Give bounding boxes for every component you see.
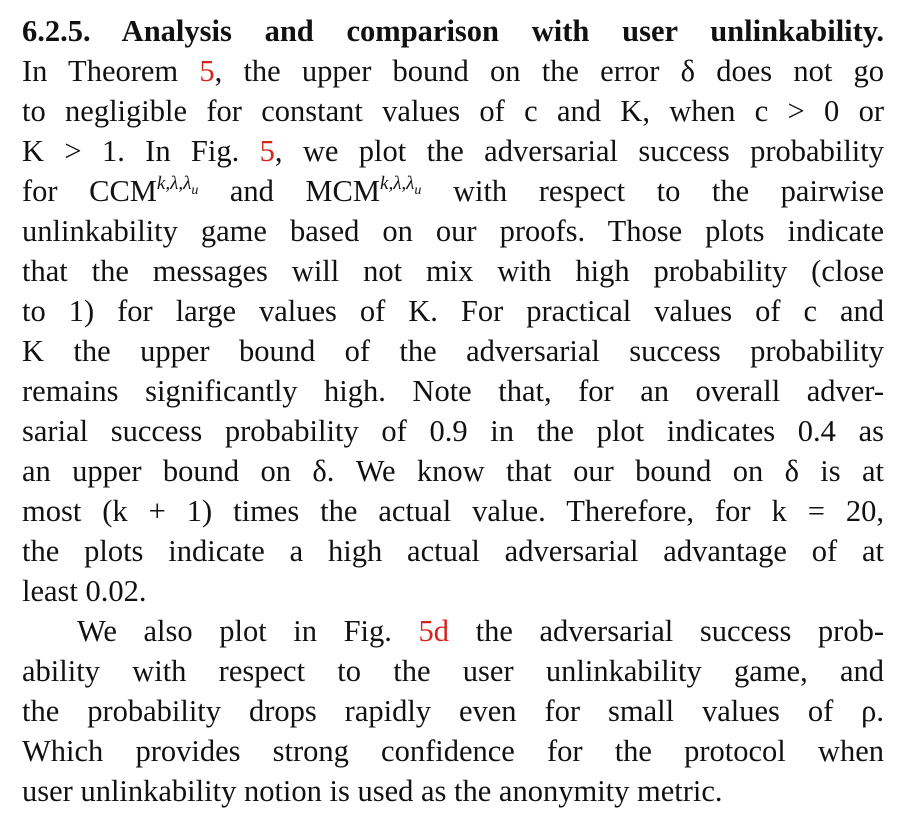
paragraph-1-line-13: the plots indicate a high actual adversarial advantage of at <box>22 534 884 568</box>
paragraph-1-line-5: unlinkability game based on our proofs. Those plots indicate <box>22 214 884 248</box>
ccm-superscript: k,λ,λu <box>156 173 199 198</box>
paragraph-1-line-2: to negligible for constant values of c and K, when c > 0 or <box>22 94 884 128</box>
paragraph-2-line-2: ability with respect to the user unlinkability game, and <box>22 654 884 688</box>
paragraph-1-line-10: sarial success probability of 0.9 in the plot indicates 0.4 as <box>22 414 884 448</box>
figure-5d-reference-link[interactable]: 5d <box>418 614 450 648</box>
paragraph-2-line-4: Which provides strong confidence for the protocol when <box>22 734 884 768</box>
paragraph-1-line-3: K > 1. In Fig. 5, we plot the adversarial success probability <box>22 134 884 168</box>
section-heading: 6.2.5. Analysis and comparison with user unlinkability. <box>22 14 884 48</box>
paragraph-1-line-6: that the messages will not mix with high probability (close <box>22 254 884 288</box>
paragraph-2-line-5: user unlinkability notion is used as the anonymity metric. <box>22 774 723 808</box>
paragraph-1-line-14: least 0.02. <box>22 574 147 608</box>
paragraph-1-line-1: In Theorem 5, the upper bound on the error δ does not go <box>22 54 884 88</box>
paragraph-2-line-3: the probability drops rapidly even for small values of ρ. <box>22 694 884 728</box>
paragraph-1-line-7: to 1) for large values of K. For practical values of c and <box>22 294 884 328</box>
figure-reference-link[interactable]: 5 <box>259 134 275 168</box>
paragraph-1-line-9: remains significantly high. Note that, for an overall adver- <box>22 374 884 408</box>
theorem-reference-link[interactable]: 5 <box>199 54 215 88</box>
paragraph-1-line-12: most (k + 1) times the actual value. Therefore, for k = 20, <box>22 494 884 528</box>
paragraph-1-line-11: an upper bound on δ. We know that our bound on δ is at <box>22 454 884 488</box>
paragraph-2-line-1: We also plot in Fig. 5d the adversarial success prob- <box>77 614 885 648</box>
paragraph-1-line-4: for $CCM^{k,\lambda,\lambda_u}$ and $MCM^{k,\lambda,\lambda_u}$ with respect to the pairwise <box>22 173 884 208</box>
mcm-superscript: k,λ,λu <box>380 173 422 198</box>
paragraph-1-line-8: K the upper bound of the adversarial success probability <box>22 334 884 368</box>
